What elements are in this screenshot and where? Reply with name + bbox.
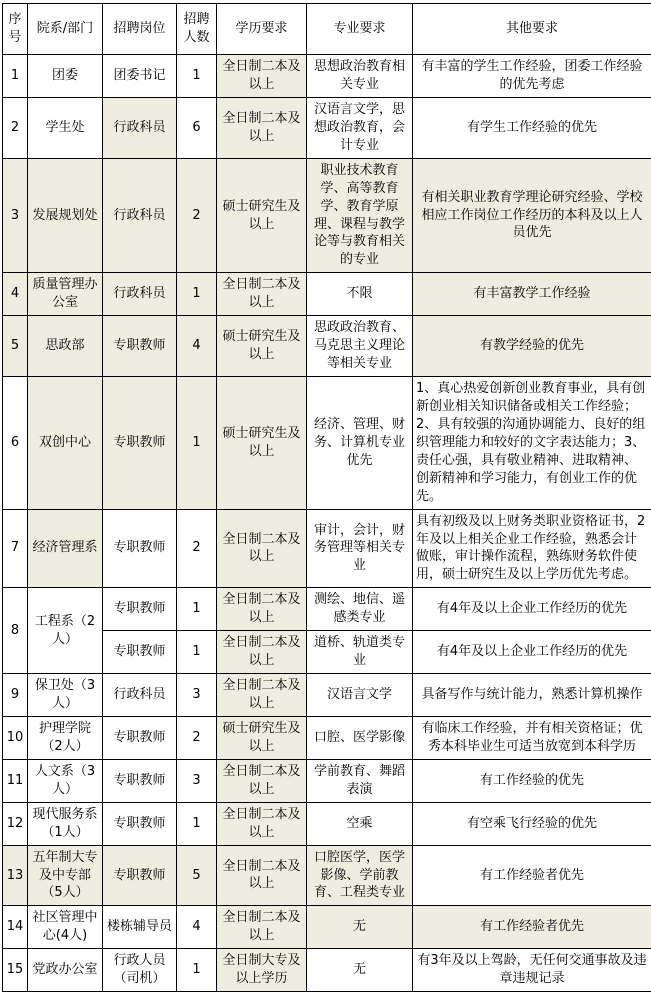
table-cell: 汉语言文学 (307, 674, 413, 717)
table-cell: 行政科员 (103, 273, 177, 316)
table-cell: 经济管理系 (28, 509, 103, 588)
table-cell: 2 (177, 509, 217, 588)
table-cell: 专职教师 (103, 377, 177, 510)
table-cell: 思想政治教育相关专业 (307, 55, 413, 98)
table-cell: 人文系（3人） (28, 759, 103, 802)
table-cell: 2 (177, 158, 217, 273)
table-cell: 14 (3, 906, 28, 949)
table-cell: 有教学经验的优先 (413, 316, 651, 377)
table-cell: 专职教师 (103, 759, 177, 802)
header-row (3, 4, 651, 55)
table-cell: 6 (177, 97, 217, 158)
table-cell: 有3年及以上驾龄，无任何交通事故及违章违规记录 (413, 949, 651, 992)
table-cell: 有丰富教学工作经验 (413, 273, 651, 316)
table-cell: 5 (177, 845, 217, 906)
table-cell: 3 (177, 674, 217, 717)
table-cell: 思政政治教育、马克思主义理论等相关专业 (307, 316, 413, 377)
table-cell: 7 (3, 509, 28, 588)
table-cell: 具备写作与统计能力，熟悉计算机操作 (413, 674, 651, 717)
table-row (3, 97, 651, 158)
table-cell: 有工作经验的优先 (413, 759, 651, 802)
table-cell: 测绘、地信、遥感类专业 (307, 588, 413, 631)
table-cell: 4 (177, 906, 217, 949)
table-cell: 硕士研究生及以上 (217, 716, 307, 759)
table-cell: 有空乘飞行经验的优先 (413, 802, 651, 845)
table-cell: 学生处 (28, 97, 103, 158)
table-cell: 行政科员 (103, 674, 177, 717)
table-row (3, 759, 651, 802)
table-cell: 1、真心热爱创新创业教育事业，具有创新创业相关知识储备或相关工作经验；2、具有较强的沟通协调能力、良好的组织管理能力和较好的文字表达能力；3、责任心强，具有敬业精神、进取精神、创新精神和学习能力，有创业工作的优先。 (413, 377, 651, 510)
table-cell: 4 (3, 273, 28, 316)
table-cell: 3 (177, 759, 217, 802)
table-cell: 4 (177, 316, 217, 377)
table-cell: 全日制二本及以上 (217, 674, 307, 717)
table-cell: 全日制二本及以上 (217, 906, 307, 949)
table-cell: 发展规划处 (28, 158, 103, 273)
table-cell: 1 (177, 631, 217, 674)
table-cell: 6 (3, 377, 28, 510)
column-header: 招聘岗位 (103, 4, 177, 55)
table-cell: 现代服务系（1人） (28, 802, 103, 845)
table-cell: 道桥、轨道类专业 (307, 631, 413, 674)
table-cell: 9 (3, 674, 28, 717)
table-cell: 社区管理中心(4人) (28, 906, 103, 949)
table-cell: 口腔医学，医学影像、学前教育、工程类专业 (307, 845, 413, 906)
table-cell: 不限 (307, 273, 413, 316)
table-row (3, 55, 651, 98)
table-row (3, 949, 651, 992)
table-cell: 工程系（2人） (28, 588, 103, 674)
table-cell: 专职教师 (103, 509, 177, 588)
table-cell: 护理学院（2人） (28, 716, 103, 759)
table-cell: 3 (3, 158, 28, 273)
table-cell: 全日制二本及以上 (217, 759, 307, 802)
table-cell: 1 (177, 377, 217, 510)
table-row (3, 716, 651, 759)
table-cell: 1 (3, 55, 28, 98)
table-cell: 有工作经验者优先 (413, 906, 651, 949)
table-cell: 保卫处（3人） (28, 674, 103, 717)
table-row (3, 509, 651, 588)
recruitment-table (2, 3, 651, 992)
column-header: 序号 (3, 4, 28, 55)
table-cell: 空乘 (307, 802, 413, 845)
table-cell: 质量管理办公室 (28, 273, 103, 316)
table-row (3, 588, 651, 631)
column-header: 院系/部门 (28, 4, 103, 55)
table-cell: 职业技术教育学、高等教育学、教育学原理、课程与教学论等与教育相关的专业 (307, 158, 413, 273)
table-cell: 硕士研究生及以上 (217, 316, 307, 377)
table-cell: 有学生工作经验的优先 (413, 97, 651, 158)
table-cell: 全日制二本及以上 (217, 273, 307, 316)
table-cell: 硕士研究生及以上 (217, 158, 307, 273)
table-cell: 学前教育、舞蹈表演 (307, 759, 413, 802)
column-header: 招聘人数 (177, 4, 217, 55)
table-cell: 8 (3, 588, 28, 674)
table-cell: 2 (3, 97, 28, 158)
table-cell: 1 (177, 273, 217, 316)
table-row (3, 158, 651, 273)
table-cell: 专职教师 (103, 631, 177, 674)
table-row (3, 674, 651, 717)
table-cell: 团委书记 (103, 55, 177, 98)
table-cell: 行政科员 (103, 158, 177, 273)
table-body (3, 55, 651, 992)
table-cell: 有临床工作经验，并有相关资格证；优秀本科毕业生可适当放宽到本科学历 (413, 716, 651, 759)
table-cell: 5 (3, 316, 28, 377)
table-cell: 全日制二本及以上 (217, 509, 307, 588)
table-cell: 全日制二本及以上 (217, 588, 307, 631)
table-cell: 15 (3, 949, 28, 992)
table-cell: 全日制大专及以上学历 (217, 949, 307, 992)
table-cell: 无 (307, 949, 413, 992)
table-cell: 有4年及以上企业工作经历的优先 (413, 588, 651, 631)
table-cell: 行政科员 (103, 97, 177, 158)
table-row (3, 316, 651, 377)
table-cell: 专职教师 (103, 588, 177, 631)
table-cell: 1 (177, 802, 217, 845)
table-cell: 全日制二本及以上 (217, 631, 307, 674)
table-row (3, 273, 651, 316)
table-cell: 口腔、医学影像 (307, 716, 413, 759)
table-cell: 楼栋辅导员 (103, 906, 177, 949)
table-cell: 1 (177, 949, 217, 992)
column-header: 其他要求 (413, 4, 651, 55)
table-cell: 11 (3, 759, 28, 802)
table-cell: 汉语言文学，思想政治教育，会计专业 (307, 97, 413, 158)
table-cell: 全日制二本及以上 (217, 55, 307, 98)
table-row (3, 906, 651, 949)
table-cell: 专职教师 (103, 845, 177, 906)
table-cell: 专职教师 (103, 716, 177, 759)
column-header: 专业要求 (307, 4, 413, 55)
table-cell: 有丰富的学生工作经验，团委工作经验的优先考虑 (413, 55, 651, 98)
table-cell: 有相关职业教育学理论研究经验、学校相应工作岗位工作经历的本科及以上人员优先 (413, 158, 651, 273)
table-cell: 行政人员（司机） (103, 949, 177, 992)
table-cell: 2 (177, 716, 217, 759)
table-row (3, 377, 651, 510)
table-cell: 审计，会计，财务管理等相关专业 (307, 509, 413, 588)
table-cell: 双创中心 (28, 377, 103, 510)
table-cell: 全日制二本及以上 (217, 802, 307, 845)
table-cell: 硕士研究生及以上 (217, 377, 307, 510)
column-header: 学历要求 (217, 4, 307, 55)
table-cell: 思政部 (28, 316, 103, 377)
table-cell: 全日制二本及以上 (217, 845, 307, 906)
table-cell: 具有初级及以上财务类职业资格证书，2年及以上相关企业工作经验，熟悉会计做账，审计操作流程，熟练财务软件使用，硕士研究生及以上学历优先考虑。 (413, 509, 651, 588)
table-cell: 12 (3, 802, 28, 845)
table-cell: 全日制二本及以上 (217, 97, 307, 158)
table-cell: 经济、管理、财务、计算机专业优先 (307, 377, 413, 510)
table-cell: 1 (177, 55, 217, 98)
table-cell: 10 (3, 716, 28, 759)
table-row (3, 845, 651, 906)
table-cell: 无 (307, 906, 413, 949)
table-cell: 专职教师 (103, 802, 177, 845)
table-cell: 有工作经验者优先 (413, 845, 651, 906)
table-cell: 党政办公室 (28, 949, 103, 992)
table-cell: 五年制大专及中专部（5人） (28, 845, 103, 906)
table-cell: 团委 (28, 55, 103, 98)
table-row (3, 802, 651, 845)
table-cell: 1 (177, 588, 217, 631)
table-cell: 有4年及以上企业工作经历的优先 (413, 631, 651, 674)
table-cell: 专职教师 (103, 316, 177, 377)
table-cell: 13 (3, 845, 28, 906)
